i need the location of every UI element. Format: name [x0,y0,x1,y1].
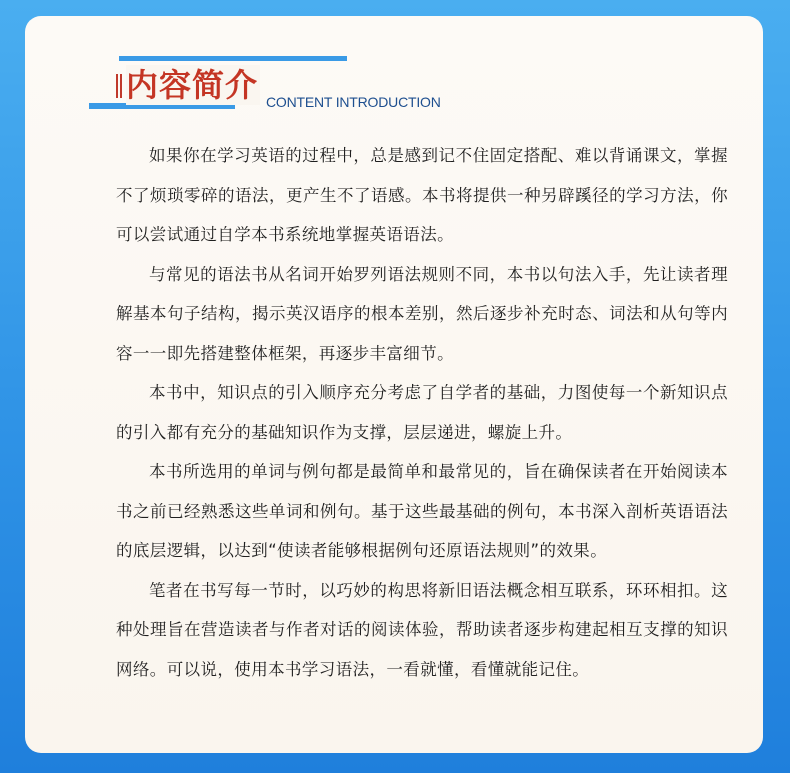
intro-card [25,16,763,753]
header-accent-bar-top [119,56,347,61]
section-title: 内容简介 [126,66,259,104]
intro-body [116,136,728,689]
section-header [89,56,449,116]
paragraph-4: 本书所选用的单词与例句都是最简单和最常见的，旨在确保读者在开始阅读本书之前已经熟悉这些单词和例句。基于这些最基础的例句，本书深入剖析英语语法的底层逻辑，以达到“使读者能够根据例句还原语法规则”的效果。 [116,462,728,560]
paragraph-2: 与常见的语法书从名词开始罗列语法规则不同，本书以句法入手，先让读者理解基本句子结构，揭示英汉语序的根本差别，然后逐步补充时态、词法和从句等内容一一即先搭建整体框架，再逐步丰富细节。 [116,264,728,363]
paragraph-5: 笔者在书写每一节时，以巧妙的构思将新旧语法概念相互联系，环环相扣。这种处理旨在营造读者与作者对话的阅读体验，帮助读者逐步构建起相互支撑的知识网络。可以说，使用本书学习语法，一看就懂，看懂就能记住。 [116,580,728,679]
section-subtitle: CONTENT INTRODUCTION [266,94,441,110]
paragraph-1: 如果你在学习英语的过程中，总是感到记不住固定搭配、难以背诵课文，掌握不了烦琐零碎的语法，更产生不了语感。本书将提供一种另辟蹊径的学习方法，你可以尝试通过自学本书系统地掌握英语语法。 [116,146,728,244]
paragraph-3: 本书中，知识点的引入顺序充分考虑了自学者的基础，力图使每一个新知识点的引入都有充分的基础知识作为支撑，层层递进，螺旋上升。 [116,383,728,442]
header-tick-marks [116,74,122,98]
